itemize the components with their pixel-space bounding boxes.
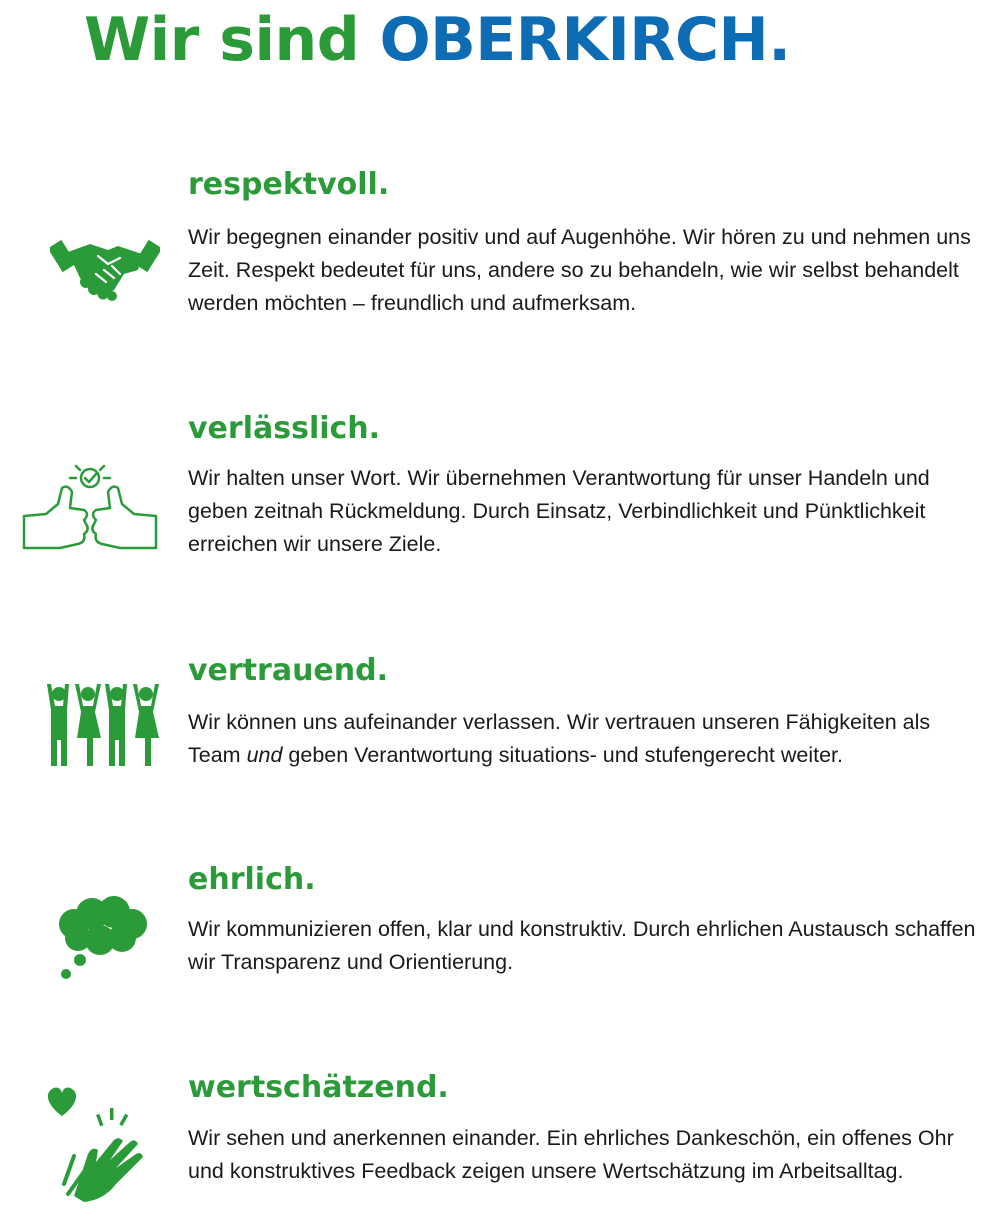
value-verlaesslich xyxy=(0,404,985,584)
team-people-icon xyxy=(45,684,160,768)
value-heading: vertrauend. xyxy=(188,653,389,688)
value-wertschaetzend xyxy=(0,1064,985,1221)
value-description-emphasis: und xyxy=(246,743,283,767)
value-description: Wir begegnen einander positiv und auf Augenhöhe. Wir hören zu und nehmen uns Zeit. Respekt bedeutet für uns, andere so zu behandeln, wie wir selbst behandelt werden möchten – freundlich und aufmerksam. xyxy=(188,225,971,315)
value-description: Wir halten unser Wort. Wir übernehmen Verantwortung für unser Handeln und geben zeitnah Rückmeldung. Durch Einsatz, Verbindlichkeit und Pünktlichkeit erreichen wir unsere Ziele. xyxy=(188,466,930,556)
value-description-end: geben Verantwortung situations- und stufengerecht weiter. xyxy=(282,743,843,767)
title-prefix: Wir sind xyxy=(84,5,380,75)
value-respektvoll xyxy=(0,160,985,340)
value-ehrlich xyxy=(0,856,985,996)
value-description xyxy=(188,706,978,772)
thumbs-up-check-icon xyxy=(20,464,160,554)
page-title xyxy=(84,0,791,80)
value-description: Wir sehen und anerkennen einander. Ein ehrliches Dankeschön, ein offenes Ohr und konstruktives Feedback zeigen unsere Wertschätzung im Arbeitsalltag. xyxy=(188,1126,954,1183)
thought-bubble-icon xyxy=(52,894,152,982)
value-heading: respektvoll. xyxy=(188,167,390,202)
value-vertrauend xyxy=(0,646,985,786)
value-description-start: Wir können uns aufeinander verlassen. Wir vertrauen unseren Fähigkeiten als Team xyxy=(188,710,931,767)
clapping-hands-heart-icon xyxy=(44,1084,148,1209)
handshake-icon xyxy=(50,230,160,302)
value-heading: wertschätzend. xyxy=(188,1070,449,1105)
value-description: Wir kommunizieren offen, klar und konstruktiv. Durch ehrlichen Austausch schaffen wir Transparenz und Orientierung. xyxy=(188,917,976,974)
value-heading: verlässlich. xyxy=(188,411,381,446)
title-town-name: OBERKIRCH. xyxy=(379,5,791,75)
value-heading: ehrlich. xyxy=(188,862,316,897)
